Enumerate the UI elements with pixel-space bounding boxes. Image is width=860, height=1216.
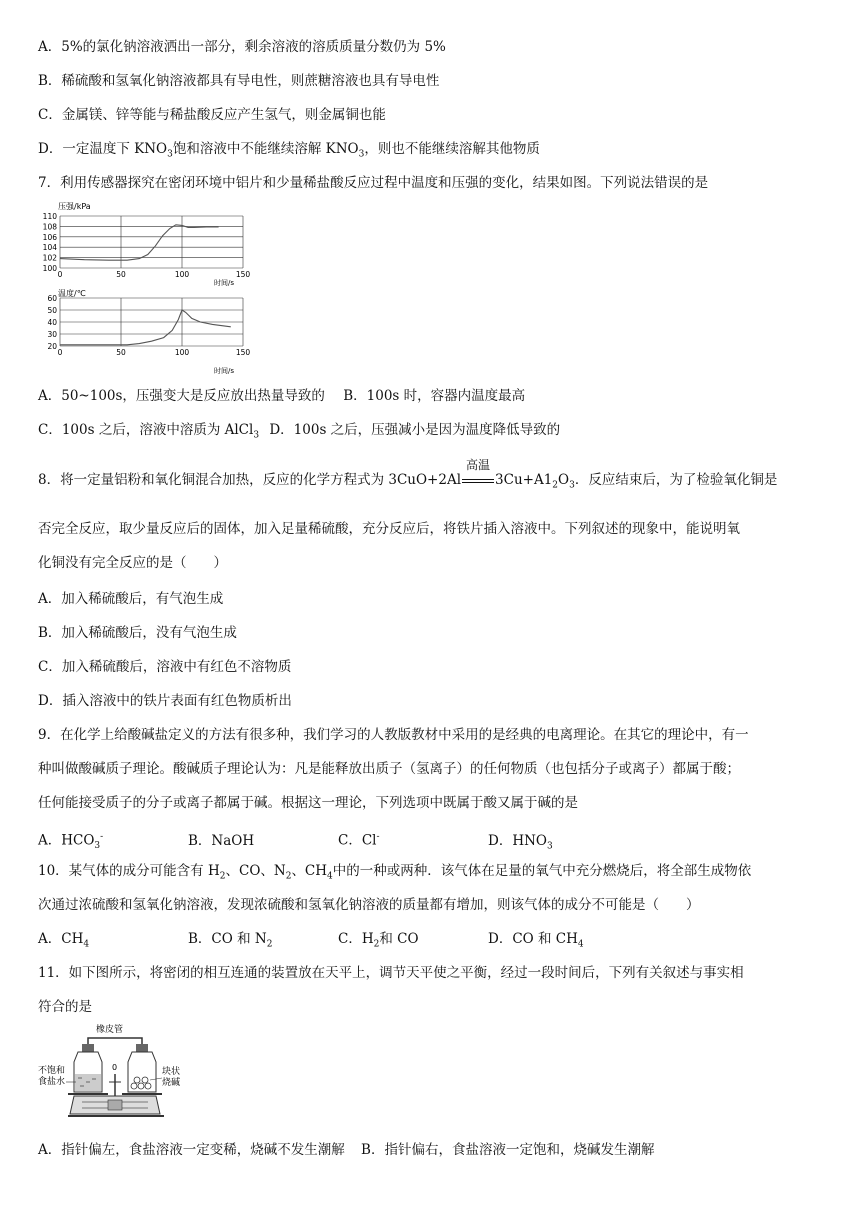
right-solid-label-1: 块状 [162,1067,181,1077]
y-tick-label: 102 [42,253,57,263]
y-tick-label: 20 [47,342,57,351]
q10-option-b: B．CO 和 $N_2$ [188,931,273,950]
q10-line-1: 10．某气体的成分可能含有 $H_2$、CO、$N_2$、$CH_4$中的一种或两种．该气体在足量的氧气中充分燃烧后，将全部生成物依 [38,863,752,882]
q11-option-a: A．指针偏左，食盐溶液一定变稀，烧碱不发生潮解 [38,1142,345,1158]
temperature-chart [38,286,268,374]
y-tick-label: 110 [42,212,57,221]
q9-option-b: B．NaOH [188,832,255,849]
y-tick-label: 50 [47,306,57,315]
q11-options-ab [38,1141,654,1159]
q7-options-ab [38,387,525,405]
left-solution-label-1: 不饱和 [38,1066,66,1076]
pressure-ylabel: 压强/kPa [58,202,91,211]
q7-stem: 7．利用传感器探究在密闭环境中铝片和少量稀盐酸反应过程中温度和压强的变化，结果如图。下列说法错误的是 [38,175,709,191]
x-tick-label: 0 [57,270,63,279]
q6-option-d: D．一定温度下 $KNO_3$饱和溶液中不能继续溶解 $KNO_3$，则也不能继续溶解其他物质 [38,141,540,160]
q8-line-3: 化铜没有完全反应的是（ ） [38,555,227,571]
q7-option-b: B．100s 时，容器内温度最高 [343,388,526,404]
q10-options [38,930,584,954]
x-tick-label: 50 [116,270,126,279]
y-tick-label: 100 [42,264,57,273]
y-tick-label: 106 [42,232,57,242]
x-tick-label: 100 [174,348,190,357]
q7-options-cd [38,421,560,445]
pressure-chart [38,200,268,286]
x-tick-label: 50 [116,348,126,357]
q8-line-2: 否完全反应，取少量反应后的固体，加入足量稀硫酸，充分反应后，将铁片插入溶液中。下列叙述的现象中，能说明氧 [38,521,740,537]
y-tick-label: 40 [47,318,57,327]
y-tick-label: 108 [42,222,57,232]
q7-option-c: C．100s 之后，溶液中溶质为 AlCl$_3$ [38,422,260,441]
q10-line-2: 次通过浓硫酸和氢氧化钠溶液，发现浓硫酸和氢氧化钠溶液的质量都有增加，则该气体的成分不可能是（ ） [38,897,700,913]
y-tick-label: 30 [47,330,57,339]
q10-option-a: A．$CH_4$ [38,931,90,950]
temperature-xlabel: 时间/s [214,367,235,374]
q11-line-1: 11．如下图所示，将密闭的相互连通的装置放在天平上，调节天平使之平衡，经过一段时间后，下列有关叙述与事实相 [38,965,744,981]
pressure-series-line [60,225,219,260]
q10-option-c: C．$H_2$和 CO [338,931,419,950]
q8-option-c: C．加入稀硫酸后，溶液中有红色不溶物质 [38,659,292,675]
pressure-xlabel: 时间/s [214,279,235,286]
q10-option-d: D．CO 和 $CH_4$ [488,931,584,950]
y-tick-label: 60 [47,294,57,303]
q9-line-2: 种叫做酸碱质子理论。酸碱质子理论认为：凡是能释放出质子（氢离子）的任何物质（也包括分子或离子）都属于酸； [38,761,740,777]
q6-option-b: B．稀硫酸和氢氧化钠溶液都具有导电性，则蔗糖溶液也具有导电性 [38,73,440,89]
balance-apparatus-figure [38,1022,188,1122]
q11-option-b: B．指针偏右，食盐溶液一定饱和，烧碱发生潮解 [361,1142,655,1158]
q7-option-a: A．50~100s，压强变大是反应放出热量导致的 [38,388,325,404]
q8-line-1: 8．将一定量铝粉和氧化铜混合加热，反应的化学方程式为 3CuO+2Al 高温 $3Cu+A1_2O_3$．反应结束后，为了检验氧化铜是 [38,458,778,491]
x-tick-label: 150 [235,270,251,279]
q11-line-2: 符合的是 [38,999,92,1015]
scale-zero-label: 0 [112,1063,118,1072]
q9-option-c: C．Cl- [338,832,380,849]
q9-options [38,828,553,855]
q9-line-3: 任何能接受质子的分子或离子都属于碱。根据这一理论，下列选项中既属于酸又属于碱的是 [38,795,578,811]
temperature-series-line [60,310,231,345]
q6-option-a: A．5%的氯化钠溶液洒出一部分，剩余溶液的溶质质量分数仍为 5% [38,39,446,55]
x-tick-label: 150 [235,348,251,357]
q9-line-1: 9．在化学上给酸碱盐定义的方法有很多种，我们学习的人教版教材中采用的是经典的电离理论。在其它的理论中，有一 [38,727,749,743]
q6-option-c: C．金属镁、锌等能与稀盐酸反应产生氢气，则金属铜也能 [38,107,386,123]
tube-label: 橡皮管 [96,1025,124,1035]
q8-option-d: D．插入溶液中的铁片表面有红色物质析出 [38,693,292,709]
q9-option-a: A．$HCO_3^-$ [38,832,104,852]
y-tick-label: 104 [42,243,57,253]
q8-option-b: B．加入稀硫酸后，没有气泡生成 [38,625,237,641]
x-tick-label: 0 [57,348,63,357]
left-solution-label-2: 食盐水 [38,1077,66,1087]
q9-option-d: D．$HNO_3$ [488,832,553,852]
q7-option-d: D．100s 之后，压强减小是因为温度降低导致的 [269,422,561,438]
right-solid-label-2: 烧碱 [162,1078,181,1088]
q8-option-a: A．加入稀硫酸后，有气泡生成 [38,591,224,607]
temperature-ylabel: 温度/℃ [58,289,86,298]
x-tick-label: 100 [174,270,190,279]
reaction-condition-arrow: 高温 [461,471,495,489]
